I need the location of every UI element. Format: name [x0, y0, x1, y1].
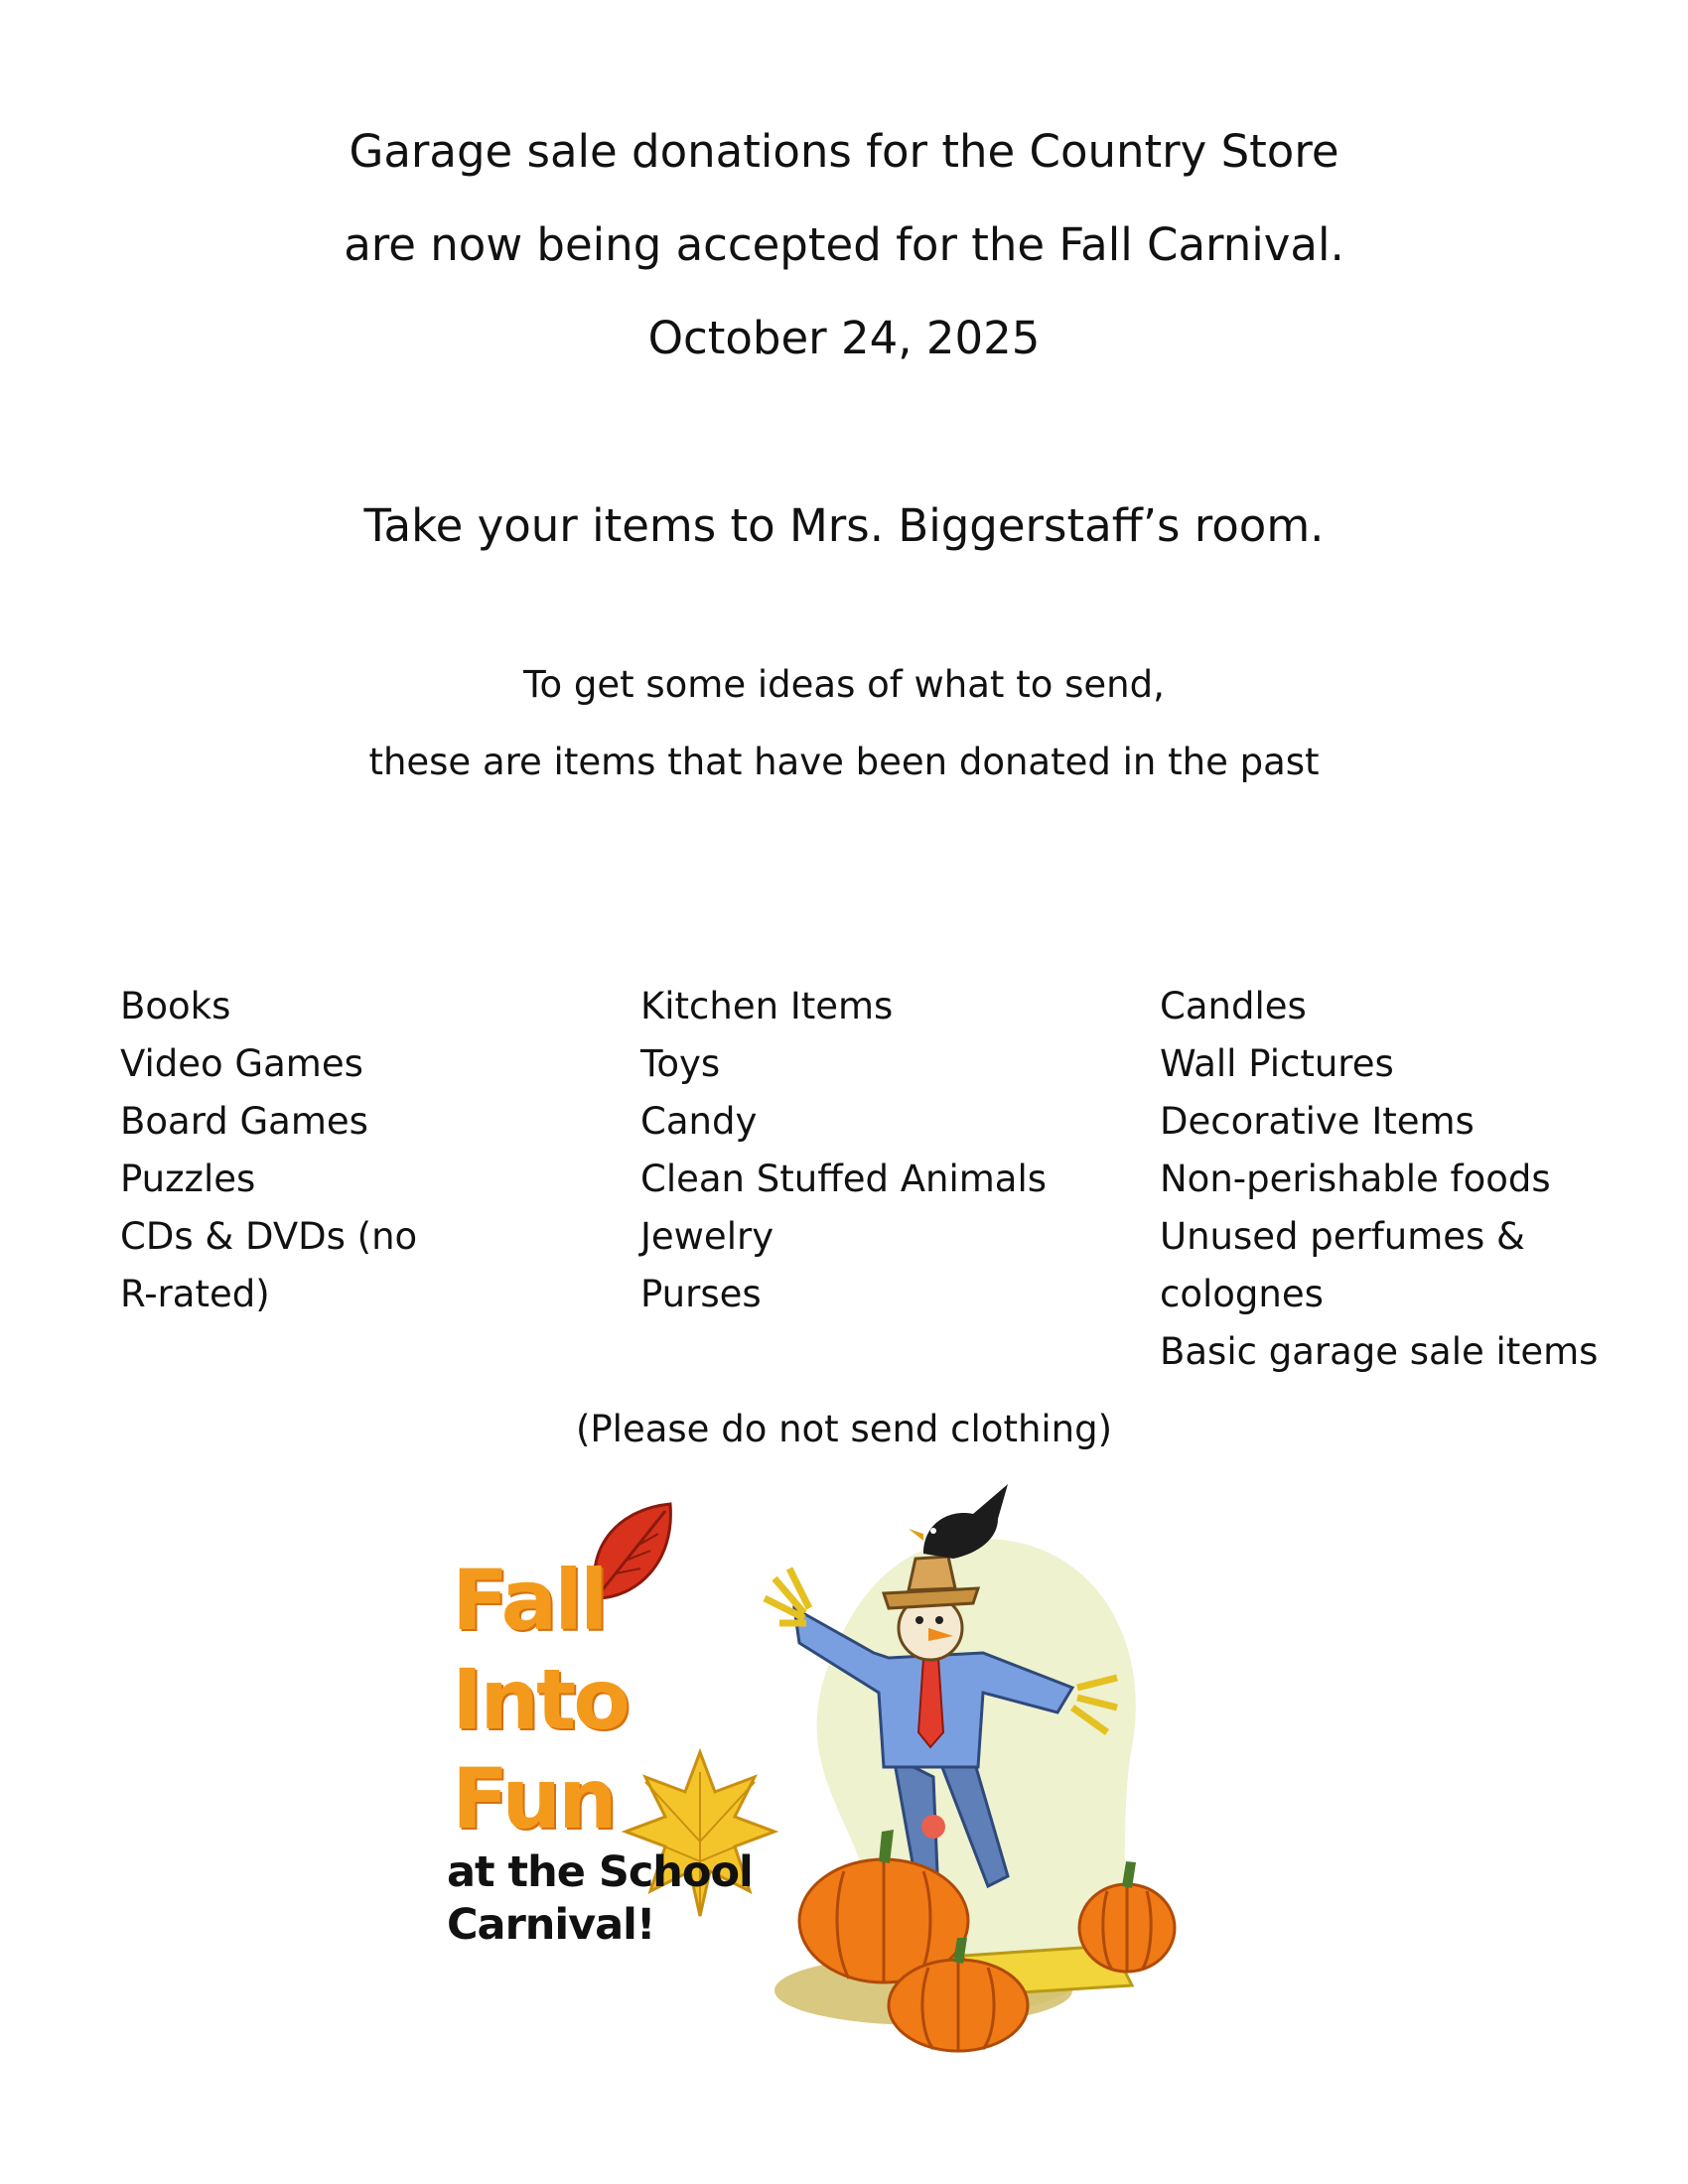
- list-item: colognes: [1160, 1273, 1324, 1315]
- clothing-note: (Please do not send clothing): [575, 1408, 1113, 1450]
- list-item: Wall Pictures: [1160, 1042, 1394, 1085]
- pumpkin-icon: [884, 1936, 1033, 2055]
- logo-word-fun: Fun: [452, 1750, 615, 1847]
- list-item: Decorative Items: [1160, 1100, 1475, 1143]
- items-column-2: [640, 978, 1157, 1323]
- heading-line-2: are now being accepted for the Fall Carnival.: [344, 218, 1344, 271]
- pumpkin-icon: [1072, 1856, 1182, 1976]
- logo-subtitle-line-1: at the School: [447, 1847, 753, 1897]
- logo-word-into: Into: [452, 1651, 628, 1748]
- list-item: R-rated): [120, 1273, 270, 1315]
- list-item: Candles: [1160, 985, 1307, 1027]
- list-item: Video Games: [120, 1042, 363, 1085]
- list-item: Non-perishable foods: [1160, 1158, 1551, 1200]
- list-item: Purses: [640, 1273, 762, 1315]
- list-item: CDs & DVDs (no: [120, 1215, 418, 1258]
- drop-off-instruction: Take your items to Mrs. Biggerstaff’s room.: [363, 499, 1325, 552]
- crow-icon: [904, 1479, 1023, 1569]
- list-item: Candy: [640, 1100, 758, 1143]
- logo-word-fall: Fall: [452, 1552, 606, 1649]
- fall-carnival-illustration: [437, 1479, 1192, 2065]
- list-item: Clean Stuffed Animals: [640, 1158, 1048, 1200]
- list-item: Books: [120, 985, 231, 1027]
- list-item: Toys: [640, 1042, 721, 1085]
- list-item: Puzzles: [120, 1158, 256, 1200]
- items-column-3: [1160, 978, 1676, 1381]
- list-item: Basic garage sale items: [1160, 1330, 1599, 1373]
- list-item: Jewelry: [640, 1215, 774, 1258]
- event-date: October 24, 2025: [647, 312, 1041, 364]
- items-column-1: [120, 978, 448, 1323]
- list-item: Board Games: [120, 1100, 368, 1143]
- logo-subtitle-line-2: Carnival!: [447, 1900, 655, 1950]
- heading-line-1: Garage sale donations for the Country Store: [349, 125, 1339, 178]
- ideas-line-1: To get some ideas of what to send,: [523, 663, 1165, 706]
- list-item: Unused perfumes &: [1160, 1215, 1525, 1258]
- ideas-line-2: these are items that have been donated in the past: [368, 741, 1320, 783]
- list-item: Kitchen Items: [640, 985, 894, 1027]
